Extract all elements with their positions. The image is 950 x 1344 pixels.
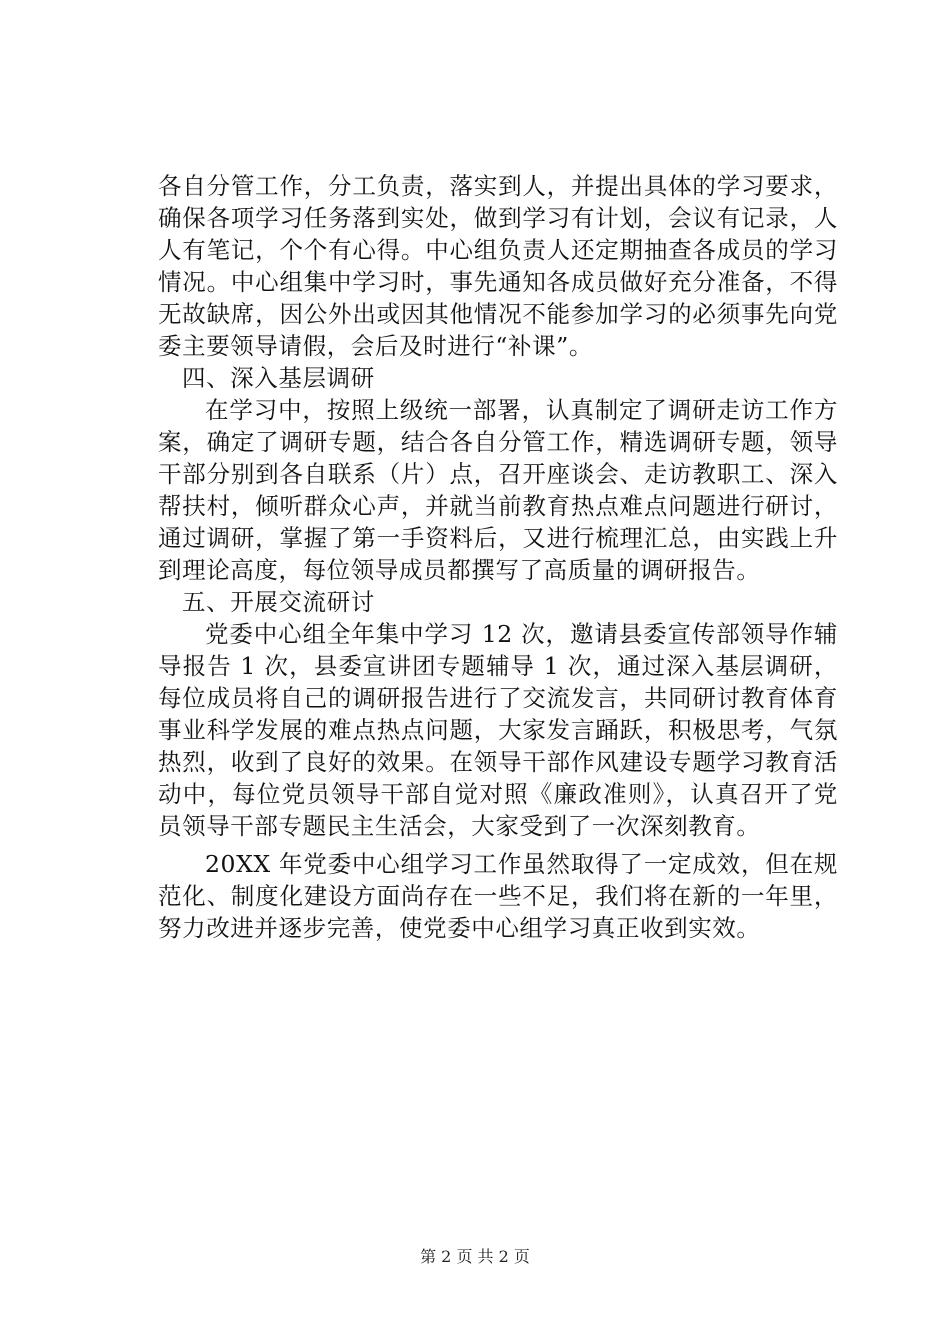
page-number-footer: 第 2 页 共 2 页 (420, 1247, 530, 1266)
paragraph-exchange: 党委中心组全年集中学习 12 次，邀请县委宣传部领导作辅导报告 1 次，县委宣讲团专题辅导 1 次，通过深入基层调研，每位成员将自己的调研报告进行了交流发言，共同研讨教育体育事业科学发展的难点热点问题，大家发言踊跃，积极思考，气氛热烈，收到了良好的效果。在领导干部作风建设专题学习教育活动中，每位党员领导干部自觉对照《廉政准则》，认真召开了党员领导干部专题民主生活会，大家受到了一次深刻教育。 (158, 620, 838, 840)
paragraph-continued-study-requirements: 各自分管工作，分工负责，落实到人，并提出具体的学习要求，确保各项学习任务落到实处，做到学习有计划，会议有记录，人人有笔记，个个有心得。中心组负责人还定期抽查各成员的学习情况。中心组集中学习时，事先通知各成员做好充分准备，不得无故缺席，因公外出或因其他情况不能参加学习的必须事先向党委主要领导请假，会后及时进行“补课”。 (158, 172, 838, 360)
paragraph-conclusion: 20XX 年党委中心组学习工作虽然取得了一定成效，但在规范化、制度化建设方面尚存在一些不足，我们将在新的一年里，努力改进并逐步完善，使党委中心组学习真正收到实效。 (158, 850, 838, 942)
document-body (158, 170, 838, 944)
section-heading-exchange: 五、开展交流研讨 (182, 588, 375, 616)
paragraph-research: 在学习中，按照上级统一部署，认真制定了调研走访工作方案，确定了调研专题，结合各自分管工作，精选调研专题，领导干部分别到各自联系（片）点，召开座谈会、走访教职工、深入帮扶村，倾听群众心声，并就当前教育热点难点问题进行研讨，通过调研，掌握了第一手资料后，又进行梳理汇总，由实践上升到理论高度，每位领导成员都撰写了高质量的调研报告。 (158, 396, 838, 584)
section-heading-research: 四、深入基层调研 (182, 364, 375, 392)
